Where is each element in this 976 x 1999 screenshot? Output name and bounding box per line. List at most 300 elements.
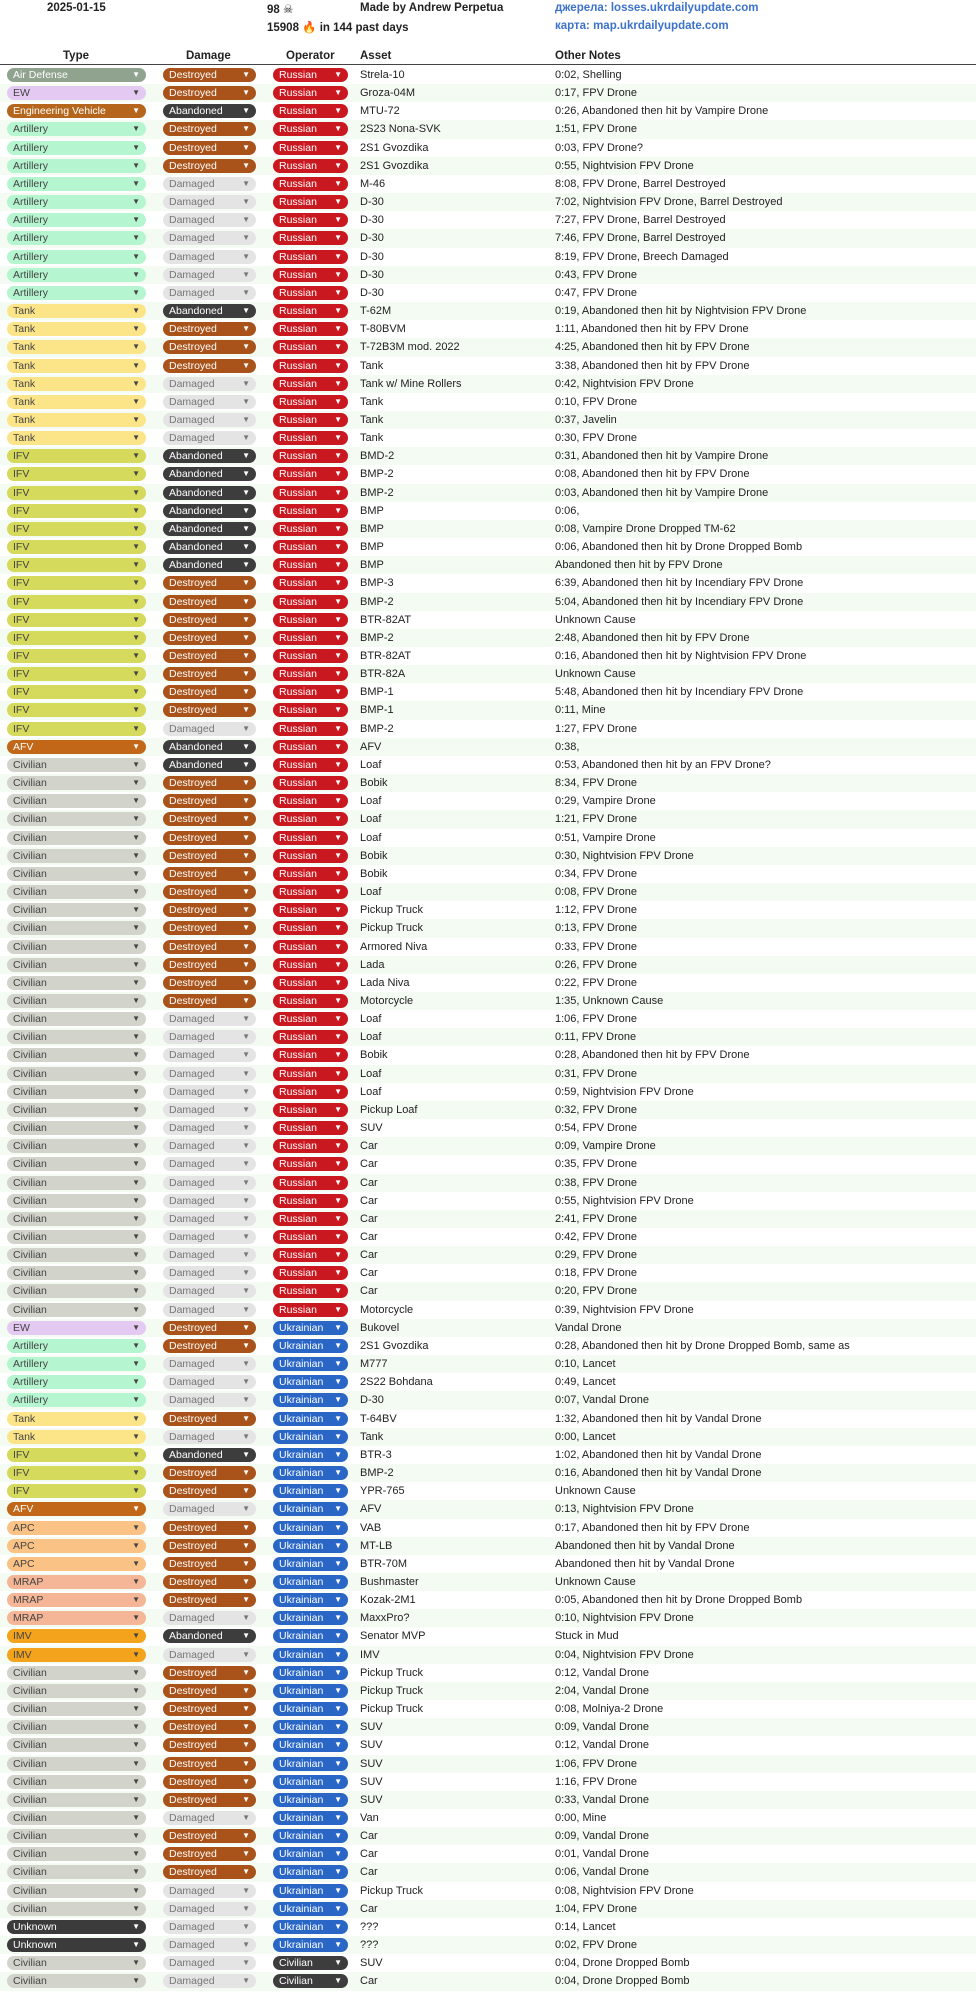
operator-select[interactable]: [273, 1430, 348, 1444]
type-select[interactable]: [7, 794, 146, 808]
type-select[interactable]: [7, 1412, 146, 1426]
type-select[interactable]: [7, 522, 146, 536]
damage-select[interactable]: [163, 540, 256, 554]
operator-select[interactable]: [273, 849, 348, 863]
operator-select[interactable]: [273, 1030, 348, 1044]
damage-select[interactable]: [163, 703, 256, 717]
damage-select[interactable]: [163, 1502, 256, 1516]
type-select[interactable]: [7, 195, 146, 209]
type-select[interactable]: [7, 1684, 146, 1698]
operator-select[interactable]: [273, 1212, 348, 1226]
damage-select[interactable]: [163, 1720, 256, 1734]
damage-select[interactable]: [163, 1956, 256, 1970]
type-select[interactable]: [7, 885, 146, 899]
type-select[interactable]: [7, 1974, 146, 1988]
damage-select[interactable]: [163, 377, 256, 391]
damage-select[interactable]: [163, 758, 256, 772]
type-select[interactable]: [7, 177, 146, 191]
type-select[interactable]: [7, 286, 146, 300]
type-select[interactable]: [7, 1121, 146, 1135]
damage-select[interactable]: [163, 1412, 256, 1426]
operator-select[interactable]: [273, 776, 348, 790]
type-select[interactable]: [7, 1103, 146, 1117]
damage-select[interactable]: [163, 268, 256, 282]
type-select[interactable]: [7, 1593, 146, 1607]
type-select[interactable]: [7, 1847, 146, 1861]
operator-select[interactable]: [273, 940, 348, 954]
operator-select[interactable]: [273, 1412, 348, 1426]
type-select[interactable]: [7, 1212, 146, 1226]
operator-select[interactable]: [273, 1339, 348, 1353]
operator-select[interactable]: [273, 1121, 348, 1135]
damage-select[interactable]: [163, 1194, 256, 1208]
type-select[interactable]: [7, 122, 146, 136]
operator-select[interactable]: [273, 722, 348, 736]
type-select[interactable]: [7, 540, 146, 554]
type-select[interactable]: [7, 504, 146, 518]
type-select[interactable]: [7, 1811, 146, 1825]
type-select[interactable]: [7, 395, 146, 409]
damage-select[interactable]: [163, 213, 256, 227]
operator-select[interactable]: [273, 1629, 348, 1643]
damage-select[interactable]: [163, 1938, 256, 1952]
type-select[interactable]: [7, 667, 146, 681]
damage-select[interactable]: [163, 1266, 256, 1280]
damage-select[interactable]: [163, 286, 256, 300]
damage-select[interactable]: [163, 522, 256, 536]
damage-select[interactable]: [163, 177, 256, 191]
operator-select[interactable]: [273, 867, 348, 881]
type-select[interactable]: [7, 1048, 146, 1062]
damage-select[interactable]: [163, 1212, 256, 1226]
damage-select[interactable]: [163, 849, 256, 863]
operator-select[interactable]: [273, 649, 348, 663]
damage-select[interactable]: [163, 1648, 256, 1662]
damage-select[interactable]: [163, 340, 256, 354]
type-select[interactable]: [7, 867, 146, 881]
operator-select[interactable]: [273, 104, 348, 118]
damage-select[interactable]: [163, 1303, 256, 1317]
damage-select[interactable]: [163, 1484, 256, 1498]
type-select[interactable]: [7, 377, 146, 391]
type-select[interactable]: [7, 994, 146, 1008]
operator-select[interactable]: [273, 903, 348, 917]
type-select[interactable]: [7, 1775, 146, 1789]
damage-select[interactable]: [163, 1521, 256, 1535]
damage-select[interactable]: [163, 649, 256, 663]
type-select[interactable]: [7, 1865, 146, 1879]
operator-select[interactable]: [273, 377, 348, 391]
damage-select[interactable]: [163, 776, 256, 790]
operator-select[interactable]: [273, 685, 348, 699]
type-select[interactable]: [7, 1539, 146, 1553]
damage-select[interactable]: [163, 1030, 256, 1044]
type-select[interactable]: [7, 1956, 146, 1970]
operator-select[interactable]: [273, 1611, 348, 1625]
operator-select[interactable]: [273, 431, 348, 445]
operator-select[interactable]: [273, 703, 348, 717]
sources-link[interactable]: джерела: losses.ukrdailyupdate.com: [555, 2, 759, 14]
damage-select[interactable]: [163, 1448, 256, 1462]
type-select[interactable]: [7, 449, 146, 463]
damage-select[interactable]: [163, 812, 256, 826]
type-select[interactable]: [7, 613, 146, 627]
operator-select[interactable]: [273, 1720, 348, 1734]
damage-select[interactable]: [163, 1284, 256, 1298]
operator-select[interactable]: [273, 122, 348, 136]
type-select[interactable]: [7, 322, 146, 336]
damage-select[interactable]: [163, 885, 256, 899]
type-select[interactable]: [7, 1339, 146, 1353]
damage-select[interactable]: [163, 1884, 256, 1898]
operator-select[interactable]: [273, 1484, 348, 1498]
type-select[interactable]: [7, 1012, 146, 1026]
type-select[interactable]: [7, 250, 146, 264]
damage-select[interactable]: [163, 1393, 256, 1407]
operator-select[interactable]: [273, 1176, 348, 1190]
damage-select[interactable]: [163, 504, 256, 518]
operator-select[interactable]: [273, 1884, 348, 1898]
damage-select[interactable]: [163, 1466, 256, 1480]
type-select[interactable]: [7, 1829, 146, 1843]
type-select[interactable]: [7, 558, 146, 572]
operator-select[interactable]: [273, 812, 348, 826]
operator-select[interactable]: [273, 467, 348, 481]
damage-select[interactable]: [163, 613, 256, 627]
type-select[interactable]: [7, 1393, 146, 1407]
operator-select[interactable]: [273, 1321, 348, 1335]
damage-select[interactable]: [163, 1829, 256, 1843]
damage-select[interactable]: [163, 667, 256, 681]
operator-select[interactable]: [273, 1048, 348, 1062]
type-select[interactable]: [7, 1194, 146, 1208]
operator-select[interactable]: [273, 1575, 348, 1589]
damage-select[interactable]: [163, 395, 256, 409]
operator-select[interactable]: [273, 1012, 348, 1026]
damage-select[interactable]: [163, 1629, 256, 1643]
type-select[interactable]: [7, 1557, 146, 1571]
operator-select[interactable]: [273, 1666, 348, 1680]
type-select[interactable]: [7, 685, 146, 699]
type-select[interactable]: [7, 831, 146, 845]
damage-select[interactable]: [163, 1430, 256, 1444]
type-select[interactable]: [7, 1920, 146, 1934]
type-select[interactable]: [7, 486, 146, 500]
map-link[interactable]: карта: map.ukrdailyupdate.com: [555, 20, 729, 32]
operator-select[interactable]: [273, 558, 348, 572]
type-select[interactable]: [7, 1139, 146, 1153]
type-select[interactable]: [7, 649, 146, 663]
operator-select[interactable]: [273, 576, 348, 590]
type-select[interactable]: [7, 467, 146, 481]
damage-select[interactable]: [163, 1811, 256, 1825]
operator-select[interactable]: [273, 1738, 348, 1752]
type-select[interactable]: [7, 431, 146, 445]
damage-select[interactable]: [163, 159, 256, 173]
type-select[interactable]: [7, 940, 146, 954]
damage-select[interactable]: [163, 595, 256, 609]
operator-select[interactable]: [273, 1793, 348, 1807]
operator-select[interactable]: [273, 1811, 348, 1825]
damage-select[interactable]: [163, 1575, 256, 1589]
operator-select[interactable]: [273, 1085, 348, 1099]
damage-select[interactable]: [163, 449, 256, 463]
operator-select[interactable]: [273, 68, 348, 82]
damage-select[interactable]: [163, 1067, 256, 1081]
damage-select[interactable]: [163, 1702, 256, 1716]
damage-select[interactable]: [163, 1611, 256, 1625]
damage-select[interactable]: [163, 1230, 256, 1244]
operator-select[interactable]: [273, 958, 348, 972]
damage-select[interactable]: [163, 1684, 256, 1698]
damage-select[interactable]: [163, 794, 256, 808]
operator-select[interactable]: [273, 1103, 348, 1117]
type-select[interactable]: [7, 1521, 146, 1535]
operator-select[interactable]: [273, 1375, 348, 1389]
operator-select[interactable]: [273, 1194, 348, 1208]
type-select[interactable]: [7, 1266, 146, 1280]
operator-select[interactable]: [273, 1067, 348, 1081]
operator-select[interactable]: [273, 286, 348, 300]
type-select[interactable]: [7, 141, 146, 155]
damage-select[interactable]: [163, 1248, 256, 1262]
type-select[interactable]: [7, 104, 146, 118]
damage-select[interactable]: [163, 250, 256, 264]
damage-select[interactable]: [163, 740, 256, 754]
operator-select[interactable]: [273, 522, 348, 536]
damage-select[interactable]: [163, 1139, 256, 1153]
type-select[interactable]: [7, 758, 146, 772]
damage-select[interactable]: [163, 1085, 256, 1099]
operator-select[interactable]: [273, 141, 348, 155]
damage-select[interactable]: [163, 1375, 256, 1389]
type-select[interactable]: [7, 1575, 146, 1589]
type-select[interactable]: [7, 1611, 146, 1625]
type-select[interactable]: [7, 1430, 146, 1444]
operator-select[interactable]: [273, 667, 348, 681]
type-select[interactable]: [7, 1466, 146, 1480]
operator-select[interactable]: [273, 1230, 348, 1244]
operator-select[interactable]: [273, 1448, 348, 1462]
type-select[interactable]: [7, 776, 146, 790]
operator-select[interactable]: [273, 340, 348, 354]
damage-select[interactable]: [163, 1321, 256, 1335]
damage-select[interactable]: [163, 141, 256, 155]
damage-select[interactable]: [163, 1793, 256, 1807]
damage-select[interactable]: [163, 631, 256, 645]
damage-select[interactable]: [163, 558, 256, 572]
operator-select[interactable]: [273, 1938, 348, 1952]
type-select[interactable]: [7, 413, 146, 427]
operator-select[interactable]: [273, 1974, 348, 1988]
type-select[interactable]: [7, 1902, 146, 1916]
damage-select[interactable]: [163, 1775, 256, 1789]
damage-select[interactable]: [163, 958, 256, 972]
damage-select[interactable]: [163, 1757, 256, 1771]
damage-select[interactable]: [163, 413, 256, 427]
operator-select[interactable]: [273, 1865, 348, 1879]
operator-select[interactable]: [273, 86, 348, 100]
operator-select[interactable]: [273, 268, 348, 282]
operator-select[interactable]: [273, 994, 348, 1008]
operator-select[interactable]: [273, 177, 348, 191]
operator-select[interactable]: [273, 831, 348, 845]
damage-select[interactable]: [163, 1012, 256, 1026]
damage-select[interactable]: [163, 1557, 256, 1571]
type-select[interactable]: [7, 722, 146, 736]
damage-select[interactable]: [163, 831, 256, 845]
operator-select[interactable]: [273, 1757, 348, 1771]
operator-select[interactable]: [273, 250, 348, 264]
type-select[interactable]: [7, 1375, 146, 1389]
damage-select[interactable]: [163, 921, 256, 935]
operator-select[interactable]: [273, 1557, 348, 1571]
type-select[interactable]: [7, 812, 146, 826]
operator-select[interactable]: [273, 1775, 348, 1789]
operator-select[interactable]: [273, 595, 348, 609]
operator-select[interactable]: [273, 395, 348, 409]
type-select[interactable]: [7, 1067, 146, 1081]
damage-select[interactable]: [163, 1103, 256, 1117]
type-select[interactable]: [7, 631, 146, 645]
damage-select[interactable]: [163, 359, 256, 373]
type-select[interactable]: [7, 1176, 146, 1190]
operator-select[interactable]: [273, 195, 348, 209]
damage-select[interactable]: [163, 486, 256, 500]
operator-select[interactable]: [273, 1266, 348, 1280]
type-select[interactable]: [7, 1085, 146, 1099]
operator-select[interactable]: [273, 413, 348, 427]
type-select[interactable]: [7, 231, 146, 245]
operator-select[interactable]: [273, 1829, 348, 1843]
type-select[interactable]: [7, 359, 146, 373]
type-select[interactable]: [7, 1448, 146, 1462]
type-select[interactable]: [7, 1884, 146, 1898]
damage-select[interactable]: [163, 1357, 256, 1371]
type-select[interactable]: [7, 304, 146, 318]
damage-select[interactable]: [163, 195, 256, 209]
type-select[interactable]: [7, 740, 146, 754]
operator-select[interactable]: [273, 1902, 348, 1916]
type-select[interactable]: [7, 1757, 146, 1771]
type-select[interactable]: [7, 576, 146, 590]
damage-select[interactable]: [163, 431, 256, 445]
damage-select[interactable]: [163, 1048, 256, 1062]
damage-select[interactable]: [163, 903, 256, 917]
type-select[interactable]: [7, 921, 146, 935]
operator-select[interactable]: [273, 322, 348, 336]
operator-select[interactable]: [273, 1593, 348, 1607]
type-select[interactable]: [7, 1720, 146, 1734]
operator-select[interactable]: [273, 1920, 348, 1934]
damage-select[interactable]: [163, 86, 256, 100]
operator-select[interactable]: [273, 1956, 348, 1970]
operator-select[interactable]: [273, 1539, 348, 1553]
operator-select[interactable]: [273, 359, 348, 373]
damage-select[interactable]: [163, 685, 256, 699]
damage-select[interactable]: [163, 1666, 256, 1680]
operator-select[interactable]: [273, 1284, 348, 1298]
type-select[interactable]: [7, 976, 146, 990]
operator-select[interactable]: [273, 1847, 348, 1861]
damage-select[interactable]: [163, 68, 256, 82]
damage-select[interactable]: [163, 940, 256, 954]
operator-select[interactable]: [273, 449, 348, 463]
type-select[interactable]: [7, 1230, 146, 1244]
type-select[interactable]: [7, 1030, 146, 1044]
damage-select[interactable]: [163, 1865, 256, 1879]
type-select[interactable]: [7, 1738, 146, 1752]
type-select[interactable]: [7, 1484, 146, 1498]
type-select[interactable]: [7, 1303, 146, 1317]
operator-select[interactable]: [273, 613, 348, 627]
operator-select[interactable]: [273, 504, 348, 518]
operator-select[interactable]: [273, 1303, 348, 1317]
operator-select[interactable]: [273, 1393, 348, 1407]
type-select[interactable]: [7, 1938, 146, 1952]
type-select[interactable]: [7, 1793, 146, 1807]
operator-select[interactable]: [273, 159, 348, 173]
damage-select[interactable]: [163, 1902, 256, 1916]
operator-select[interactable]: [273, 304, 348, 318]
type-select[interactable]: [7, 1648, 146, 1662]
type-select[interactable]: [7, 1284, 146, 1298]
type-select[interactable]: [7, 1248, 146, 1262]
operator-select[interactable]: [273, 1466, 348, 1480]
operator-select[interactable]: [273, 631, 348, 645]
operator-select[interactable]: [273, 540, 348, 554]
operator-select[interactable]: [273, 1702, 348, 1716]
type-select[interactable]: [7, 340, 146, 354]
type-select[interactable]: [7, 159, 146, 173]
operator-select[interactable]: [273, 976, 348, 990]
damage-select[interactable]: [163, 576, 256, 590]
damage-select[interactable]: [163, 1157, 256, 1171]
type-select[interactable]: [7, 86, 146, 100]
type-select[interactable]: [7, 958, 146, 972]
damage-select[interactable]: [163, 1593, 256, 1607]
type-select[interactable]: [7, 849, 146, 863]
type-select[interactable]: [7, 1702, 146, 1716]
damage-select[interactable]: [163, 1920, 256, 1934]
damage-select[interactable]: [163, 1121, 256, 1135]
damage-select[interactable]: [163, 867, 256, 881]
damage-select[interactable]: [163, 1176, 256, 1190]
type-select[interactable]: [7, 1502, 146, 1516]
damage-select[interactable]: [163, 1974, 256, 1988]
operator-select[interactable]: [273, 1684, 348, 1698]
type-select[interactable]: [7, 68, 146, 82]
operator-select[interactable]: [273, 1357, 348, 1371]
operator-select[interactable]: [273, 486, 348, 500]
damage-select[interactable]: [163, 322, 256, 336]
damage-select[interactable]: [163, 104, 256, 118]
operator-select[interactable]: [273, 1502, 348, 1516]
operator-select[interactable]: [273, 794, 348, 808]
damage-select[interactable]: [163, 1539, 256, 1553]
operator-select[interactable]: [273, 921, 348, 935]
operator-select[interactable]: [273, 1648, 348, 1662]
type-select[interactable]: [7, 1666, 146, 1680]
type-select[interactable]: [7, 1157, 146, 1171]
type-select[interactable]: [7, 1321, 146, 1335]
damage-select[interactable]: [163, 1738, 256, 1752]
damage-select[interactable]: [163, 467, 256, 481]
type-select[interactable]: [7, 268, 146, 282]
operator-select[interactable]: [273, 213, 348, 227]
damage-select[interactable]: [163, 1339, 256, 1353]
operator-select[interactable]: [273, 758, 348, 772]
